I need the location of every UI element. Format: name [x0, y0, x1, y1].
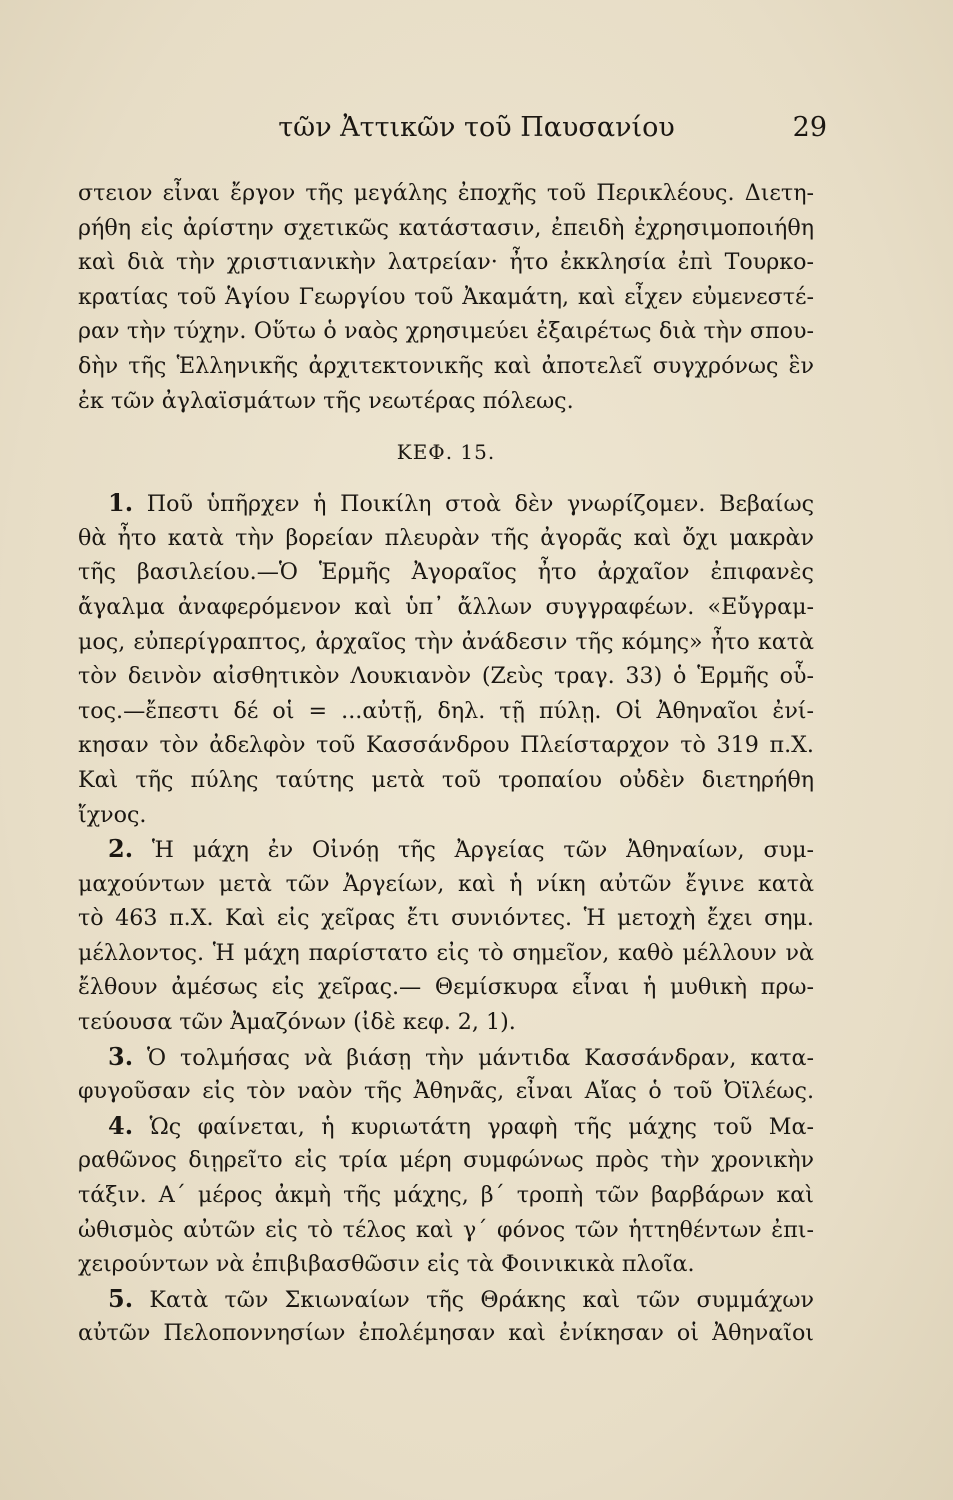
note-4-text: Ὡς φαίνεται, ἡ κυριωτάτη γραφὴ τῆς μάχης τοῦ Μα- [149, 1113, 815, 1140]
text-line: φυγοῦσαν εἰς τὸν ναὸν τῆς Ἀθηνᾶς, εἶναι Αἴας ὁ τοῦ Ὀϊλέως. [78, 1078, 814, 1105]
page-number: 29 [792, 112, 827, 143]
text-line: κησαν τὸν ἀδελφὸν τοῦ Κασσάνδρου Πλείσταρχον τὸ 319 π.Χ. [78, 732, 814, 759]
note-3-number: 3. [108, 1041, 134, 1071]
page-header [0, 112, 953, 156]
text-line: Καὶ τῆς πύλης ταύτης μετὰ τοῦ τροπαίου οὐδὲν διετηρήθη [78, 766, 814, 793]
note-2-first-line [78, 832, 814, 867]
note-3-text: Ὁ τολμήσας νὰ βιάσῃ τὴν μάντιδα Κασσάνδραν, κατα- [146, 1044, 814, 1071]
text-line: τεύουσα τῶν Ἀμαζόνων (ἰδὲ κεφ. 2, 1). [78, 1009, 516, 1036]
note-1-text: Ποῦ ὑπῆρχεν ἡ Ποικίλη στοὰ δὲν γνωρίζομεν. Βεβαίως [146, 491, 814, 518]
text-line: τος.—ἔπεστι δέ οἱ = ...αὐτῇ, δηλ. τῇ πύλῃ. Οἱ Ἀθηναῖοι ἐνί- [78, 697, 814, 724]
text-line: τάξιν. Α΄ μέρος ἀκμὴ τῆς μάχης, β΄ τροπὴ τῶν βαρβάρων καὶ [78, 1182, 814, 1209]
text-line: ὠθισμὸς αὐτῶν εἰς τὸ τέλος καὶ γ΄ φόνος τῶν ἡττηθέντων ἐπι- [78, 1216, 814, 1243]
text-line: ραθῶνος διῃρεῖτο εἰς τρία μέρη συμφώνως πρὸς τὴν χρονικὴν [78, 1147, 814, 1174]
text-line: ἄγαλμα ἀναφερόμενον καὶ ὑπ᾽ ἄλλων συγγραφέων. «Εὔγραμ- [78, 593, 814, 620]
note-5-first-line [78, 1282, 814, 1317]
text-line: μέλλοντος. Ἡ μάχη παρίστατο εἰς τὸ σημεῖον, καθὸ μέλλουν νὰ [78, 939, 814, 966]
text-line: ἐκ τῶν ἀγλαϊσμάτων τῆς νεωτέρας πόλεως. [78, 387, 574, 414]
text-line: αὐτῶν Πελοποννησίων ἐπολέμησαν καὶ ἐνίκησαν οἱ Ἀθηναῖοι [78, 1320, 814, 1347]
text-line: μος, εὐπερίγραπτος, ἀρχαῖος τὴν ἀνάδεσιν τῆς κόμης» ἦτο κατὰ [78, 628, 814, 655]
chapter-heading: ΚΕΦ. 15. [396, 440, 496, 465]
note-3-first-line [78, 1040, 814, 1075]
running-title: τῶν Ἀττικῶν τοῦ Παυσανίου [278, 112, 675, 143]
text-line: κρατίας τοῦ Ἁγίου Γεωργίου τοῦ Ἀκαμάτη, καὶ εἶχεν εὐμενεστέ- [78, 283, 814, 310]
note-2-number: 2. [108, 834, 134, 864]
note-1-number: 1. [108, 488, 134, 518]
note-5-number: 5. [108, 1283, 134, 1313]
text-line: δὴν τῆς Ἑλληνικῆς ἀρχιτεκτονικῆς καὶ ἀποτελεῖ συγχρόνως ἓν [78, 352, 814, 379]
note-4-number: 4. [108, 1110, 134, 1140]
note-2-text: Ἡ μάχη ἐν Οἰνόῃ τῆς Ἀργείας τῶν Ἀθηναίων, συμ- [151, 837, 814, 864]
text-line: τὸν δεινὸν αἰσθητικὸν Λουκιανὸν (Ζεὺς τραγ. 33) ὁ Ἑρμῆς οὗ- [78, 663, 814, 690]
body-text [78, 176, 814, 1351]
text-line: μαχούντων μετὰ τῶν Ἀργείων, καὶ ἡ νίκη αὐτῶν ἔγινε κατὰ [78, 870, 814, 897]
text-line: τῆς βασιλείου.—Ὁ Ἑρμῆς Ἀγοραῖος ἦτο ἀρχαῖον ἐπιφανὲς [78, 559, 814, 586]
text-line: θὰ ἦτο κατὰ τὴν βορείαν πλευρὰν τῆς ἀγορᾶς καὶ ὄχι μακρὰν [78, 524, 814, 551]
text-line: ρήθη εἰς ἀρίστην σχετικῶς κατάστασιν, ἐπειδὴ ἐχρησιμοποιήθη [78, 214, 814, 241]
note-5-text: Κατὰ τῶν Σκιωναίων τῆς Θράκης καὶ τῶν συμμάχων [149, 1286, 814, 1313]
note-4-first-line [78, 1109, 814, 1144]
text-line: ραν τὴν τύχην. Οὕτω ὁ ναὸς χρησιμεύει ἐξαιρέτως διὰ τὴν σπου- [78, 318, 814, 345]
text-line: στειον εἶναι ἔργον τῆς μεγάλης ἐποχῆς τοῦ Περικλέους. Διετη- [78, 180, 814, 206]
text-line: χειρούντων νὰ ἐπιβιβασθῶσιν εἰς τὰ Φοινικικὰ πλοῖα. [78, 1251, 695, 1278]
note-1-first-line [78, 486, 814, 521]
text-line: ἴχνος. [78, 801, 147, 828]
text-line: καὶ διὰ τὴν χριστιανικὴν λατρείαν· ἦτο ἐκκλησία ἐπὶ Τουρκο- [78, 249, 814, 276]
text-line: ἔλθουν ἀμέσως εἰς χεῖρας.— Θεμίσκυρα εἶναι ἡ μυθικὴ πρω- [78, 974, 814, 1001]
text-line: τὸ 463 π.Χ. Καὶ εἰς χεῖρας ἔτι συνιόντες. Ἡ μετοχὴ ἔχει σημ. [78, 905, 814, 932]
